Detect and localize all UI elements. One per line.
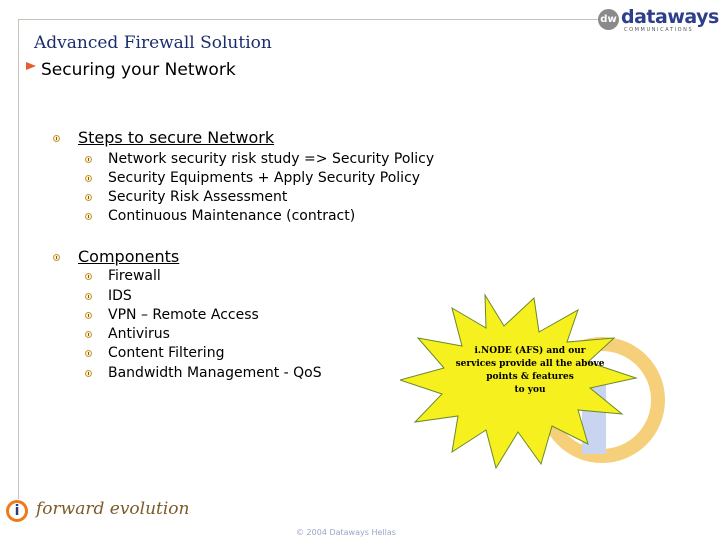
list-item: Firewall — [108, 268, 161, 284]
list-item: Security Equipments + Apply Security Policy — [108, 170, 421, 186]
list-item: IDS — [108, 288, 132, 304]
header-rule — [18, 19, 598, 20]
section-heading-steps: Steps to secure Network — [78, 128, 275, 147]
bullet-icon — [53, 254, 60, 261]
logo-mark-icon: dw — [598, 9, 619, 30]
bullet-icon — [85, 293, 92, 300]
list-item: Antivirus — [108, 326, 170, 342]
inode-logo-icon: i — [6, 500, 28, 522]
bullet-icon — [85, 350, 92, 357]
callout-line: services provide all the above — [455, 359, 605, 369]
callout-line: i.NODE (AFS) and our — [474, 346, 586, 356]
brand-slogan: forward evolution — [36, 499, 190, 519]
callout-line: to you — [514, 385, 546, 395]
bullet-icon — [85, 331, 92, 338]
bullet-icon — [53, 135, 60, 142]
bullet-icon — [85, 156, 92, 163]
list-item: Network security risk study => Security Policy — [108, 151, 435, 167]
bullet-icon — [85, 273, 92, 280]
left-rule — [18, 19, 19, 499]
copyright-footer: © 2004 Dataways Hellas — [296, 528, 396, 537]
callout-line: points & features — [486, 372, 574, 382]
bullet-icon — [85, 175, 92, 182]
bullet-icon — [85, 312, 92, 319]
list-item: Bandwidth Management - QoS — [108, 365, 322, 381]
callout-text — [440, 345, 620, 397]
list-item: VPN – Remote Access — [108, 307, 259, 323]
list-item: Continuous Maintenance (contract) — [108, 208, 356, 224]
list-item: Content Filtering — [108, 345, 225, 361]
bullet-icon — [85, 194, 92, 201]
page-subtitle: Securing your Network — [41, 60, 236, 80]
bullet-icon — [85, 370, 92, 377]
logo-tagline: COMMUNICATIONS — [624, 27, 694, 33]
logo-brand: dataways — [621, 6, 719, 28]
bullet-icon — [85, 213, 92, 220]
subtitle-arrow-icon — [26, 62, 36, 70]
list-item: Security Risk Assessment — [108, 189, 288, 205]
dataways-logo — [598, 6, 719, 36]
page-title: Advanced Firewall Solution — [34, 33, 272, 53]
section-heading-components: Components — [78, 247, 180, 266]
